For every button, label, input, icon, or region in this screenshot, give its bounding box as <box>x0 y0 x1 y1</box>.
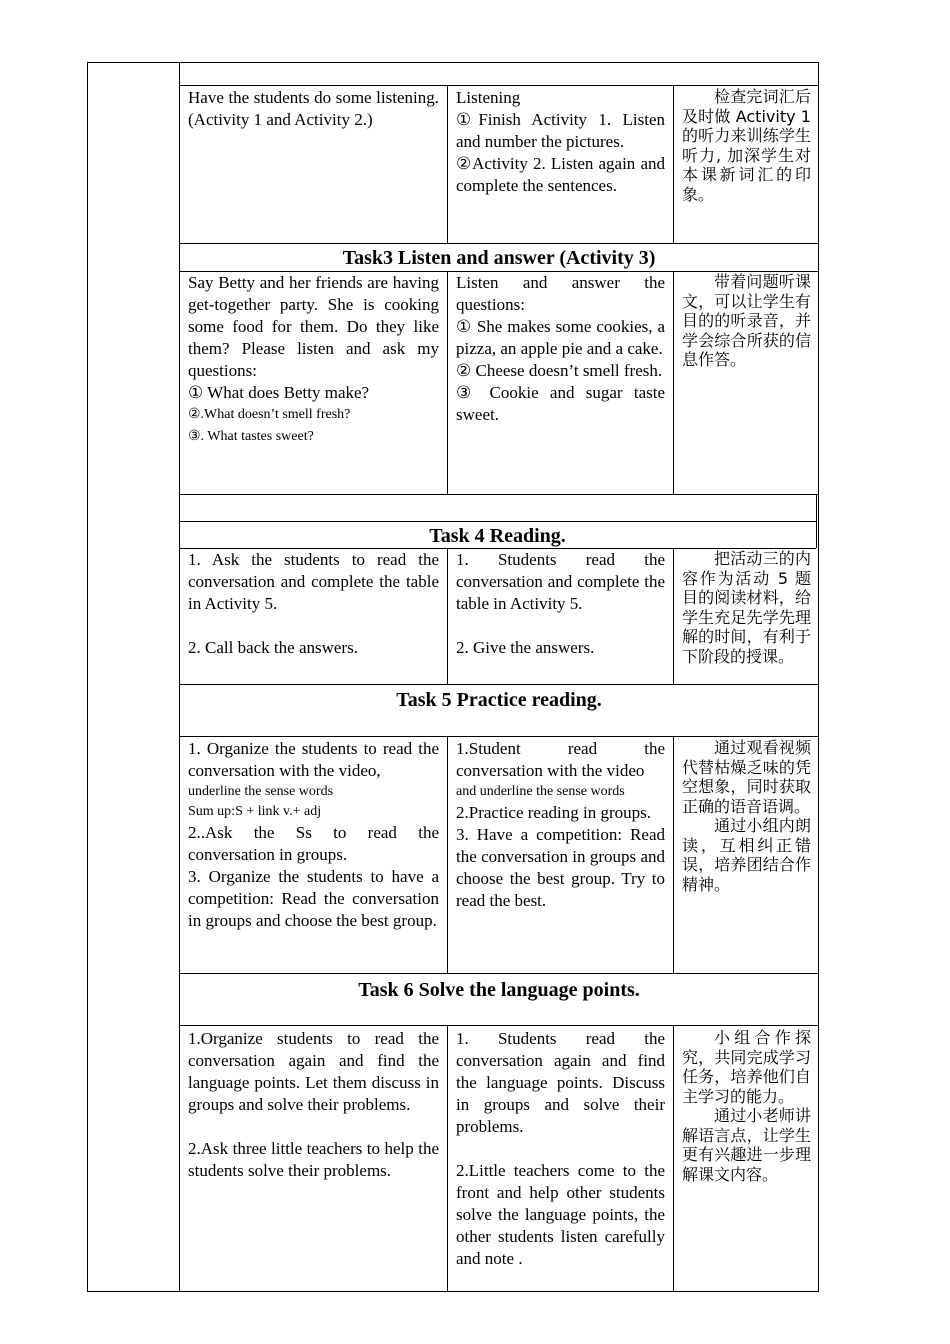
listening-teacher-cell <box>188 87 439 131</box>
task3-student-cell <box>456 272 665 426</box>
task3-student-line: ① She makes some cookies, a pizza, an apple pie and a cake. <box>456 317 665 358</box>
col-rule <box>673 85 674 243</box>
task5-teacher-cell <box>188 738 439 932</box>
task6-teacher-line: 1.Organize students to read the conversation again and find the language points. Let them discuss in groups and solve their problems. <box>188 1029 439 1114</box>
task6-student-line: 2.Little teachers come to the front and help other students solve the language points, the other students listen carefully and note . <box>456 1161 665 1268</box>
task6-title: Task 6 Solve the language points. <box>358 979 640 1001</box>
listening-purpose-text: 检查完词汇后及时做 Activity 1 的听力来训练学生听力, 加深学生对本课新词汇的印象。 <box>682 87 811 204</box>
rule-bottom <box>87 1291 819 1292</box>
task5-student-line: 3. Have a competition: Read the conversation in groups and choose the best group. Try to read the best. <box>456 825 665 910</box>
task5-teacher-summary: Sum up:S + link v.+ adj <box>188 804 322 819</box>
col-rule <box>673 548 674 684</box>
rule <box>179 684 819 685</box>
listening-teacher-text: Have the students do some listening. (Activity 1 and Activity 2.) <box>188 88 439 129</box>
task5-student-line: 2.Practice reading in groups. <box>456 803 651 822</box>
task6-teacher-line: 2.Ask three little teachers to help the students solve their problems. <box>188 1139 439 1180</box>
task4-student-line: 2. Give the answers. <box>456 638 595 657</box>
task3-title: Task3 Listen and answer (Activity 3) <box>342 247 656 269</box>
task6-student-line: 1. Students read the conversation again and find the language points. Discuss in groups and solve their problems. <box>456 1029 665 1136</box>
task5-title: Task 5 Practice reading. <box>396 689 602 711</box>
task5-student-cell <box>456 738 665 912</box>
col-rule <box>673 736 674 973</box>
task5-teacher-line: 3. Organize the students to have a competition: Read the conversation in groups and choose the best group. <box>188 867 439 930</box>
task4-teacher-line: 2. Call back the answers. <box>188 638 358 657</box>
task6-purpose-cell <box>682 1028 811 1184</box>
rule <box>179 1025 819 1026</box>
rule <box>179 494 819 495</box>
listening-student-cell <box>456 87 665 197</box>
rule <box>179 85 819 86</box>
task3-purpose-cell <box>682 272 811 370</box>
task6-student-cell <box>456 1028 665 1270</box>
col-rule <box>447 736 448 973</box>
col-rule <box>447 85 448 243</box>
rule <box>179 736 819 737</box>
task4-teacher-line: 1. Ask the students to read the conversation and complete the table in Activity 5. <box>188 550 439 613</box>
rule <box>179 973 819 974</box>
col-rule <box>447 548 448 684</box>
task5-student-note: and underline the sense words <box>456 784 625 799</box>
outer-top-border <box>87 62 179 63</box>
col-rule <box>447 271 448 494</box>
task3-student-line: Listen and answer the questions: <box>456 273 665 314</box>
rule <box>179 521 816 522</box>
task5-student-line: 1.Student read the conversation with the video <box>456 739 665 780</box>
task3-teacher-cell <box>188 272 439 448</box>
listening-purpose-cell <box>682 87 811 204</box>
task3-teacher-question: ① What does Betty make? <box>188 383 370 402</box>
task5-teacher-line: 1. Organize the students to read the conversation with the video, <box>188 739 439 780</box>
task3-student-line: ② Cheese doesn’t smell fresh. <box>456 361 663 380</box>
task3-teacher-question: ②.What doesn’t smell fresh? <box>188 407 351 422</box>
task4-purpose-text: 把活动三的内容作为活动 5 题目的阅读材料，给学生充足先学先理解的时间，有利于下阶段的授课。 <box>682 549 811 666</box>
task4-title: Task 4 Reading. <box>429 525 566 547</box>
col-rule <box>816 494 817 548</box>
col-rule <box>673 271 674 494</box>
task5-purpose-text: 通过小组内朗读，互相纠正错误，培养团结合作精神。 <box>682 816 811 894</box>
task4-student-line: 1. Students read the conversation and complete the table in Activity 5. <box>456 550 665 613</box>
task3-teacher-intro: Say Betty and her friends are having get-together party. She is cooking some food for them. Do they like them? Please listen and ask my questions: <box>188 273 439 380</box>
listening-student-line: ②Activity 2. Listen again and complete the sentences. <box>456 154 665 195</box>
listening-student-line: ①Finish Activity 1. Listen and number the pictures. <box>456 110 665 151</box>
task3-student-line: ③ Cookie and sugar taste sweet. <box>456 383 665 424</box>
task4-teacher-cell <box>188 549 439 659</box>
col-rule <box>673 1025 674 1291</box>
task5-purpose-cell <box>682 738 811 894</box>
task3-purpose-text: 带着问题听课文，可以让学生有目的的听录音，并学会综合所获的信息作答。 <box>682 272 811 369</box>
task4-student-cell <box>456 549 665 659</box>
task5-teacher-line: 2..Ask the Ss to read the conversation in groups. <box>188 823 439 864</box>
task6-teacher-cell <box>188 1028 439 1182</box>
task4-purpose-cell <box>682 549 811 666</box>
listening-student-line: Listening <box>456 88 521 107</box>
outer-left-border <box>87 62 88 1292</box>
task6-purpose-text: 通过小老师讲解语言点，让学生更有兴趣进一步理解课文内容。 <box>682 1106 811 1184</box>
task6-purpose-text: 小组合作探究，共同完成学习任务，培养他们自主学习的能力。 <box>682 1028 811 1106</box>
col-rule <box>447 1025 448 1291</box>
task5-teacher-note: underline the sense words <box>188 784 334 799</box>
task5-purpose-text: 通过观看视频代替枯燥乏味的凭空想象，同时获取正确的语音语调。 <box>682 738 811 816</box>
rule-top <box>179 62 819 63</box>
rule <box>179 243 819 244</box>
task3-teacher-question: ③. What tastes sweet? <box>188 429 314 444</box>
